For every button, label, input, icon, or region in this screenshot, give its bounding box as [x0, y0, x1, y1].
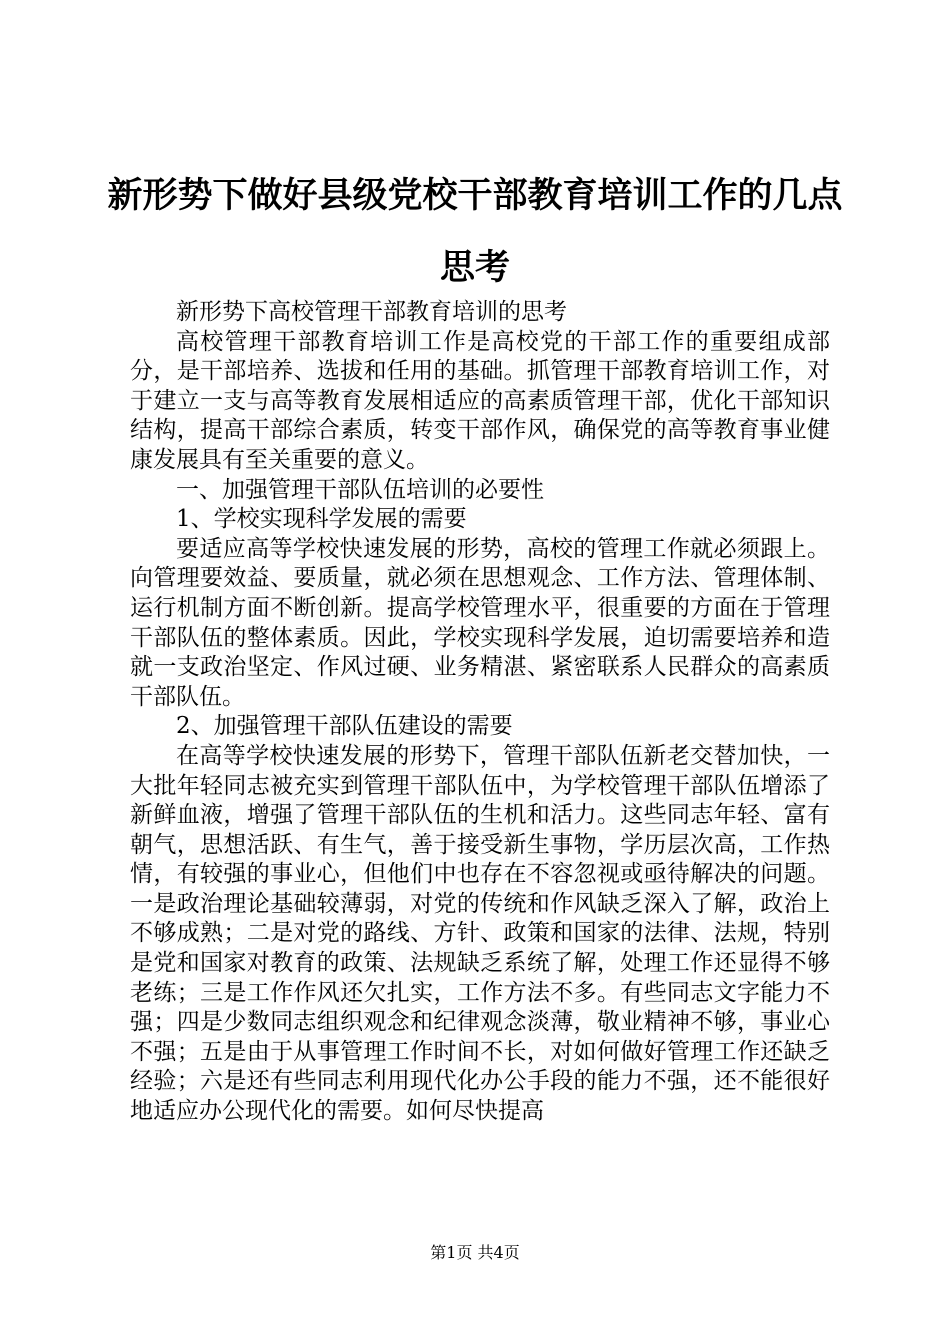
subsection-heading: 2、加强管理干部队伍建设的需要 — [176, 713, 513, 740]
subsection-heading: 1、学校实现科学发展的需要 — [176, 506, 467, 533]
page-footer: 第1页 共4页 — [430, 1243, 520, 1262]
body-paragraph: 要适应高等学校快速发展的形势，高校的管理工作就必须跟上。向管理要效益、要质量，就必须在思想观念、工作方法、管理体制、运行机制方面不断创新。提高学校管理水平，很重要的方面在于管理干部队伍的整体素质。因此，学校实现科学发展，迫切需要培养和造就一支政治坚定、作风过硬、业务精湛、紧密联系人民群众的高素质干部队伍。 — [130, 535, 830, 710]
subtitle-paragraph: 新形势下高校管理干部教育培训的思考 — [176, 299, 567, 325]
document-body — [130, 298, 830, 1127]
body-paragraph: 在高等学校快速发展的形势下，管理干部队伍新老交替加快，一大批年轻同志被充实到管理干部队伍中，为学校管理干部队伍增添了新鲜血液，增强了管理干部队伍的生机和活力。这些同志年轻、富有朝气，思想活跃、有生气，善于接受新生事物，学历层次高，工作热情，有较强的事业心，但他们中也存在不容忽视或亟待解决的问题。一是政治理论基础较薄弱，对党的传统和作风缺乏深入了解，政治上不够成熟；二是对党的路线、方针、政策和国家的法律、法规，特别是党和国家对教育的政策、法规缺乏系统了解，处理工作还显得不够老练；三是工作作风还欠扎实，工作方法不多。有些同志文字能力不强；四是少数同志组织观念和纪律观念淡薄，敬业精神不够，事业心不强；五是由于从事管理工作时间不长，对如何做好管理工作还缺乏经验；六是还有些同志利用现代化办公手段的能力不强，还不能很好地适应办公现代化的需要。如何尽快提高 — [130, 742, 830, 1125]
intro-paragraph: 高校管理干部教育培训工作是高校党的干部工作的重要组成部分，是干部培养、选拔和任用的基础。抓管理干部教育培训工作，对于建立一支与高等教育发展相适应的高素质管理干部，优化干部知识结构，提高干部综合素质，转变干部作风，确保党的高等教育事业健康发展具有至关重要的意义。 — [130, 328, 830, 473]
document-title: 新形势下做好县级党校干部教育培训工作的几点思考 — [107, 176, 843, 288]
section-heading: 一、加强管理干部队伍培训的必要性 — [176, 476, 544, 503]
